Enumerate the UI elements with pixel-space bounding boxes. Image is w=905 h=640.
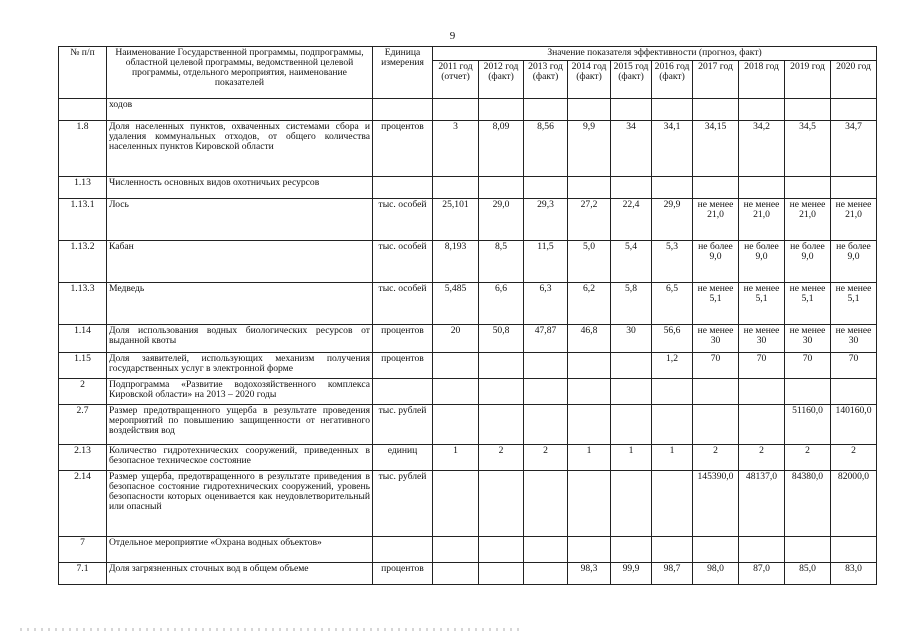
value-cell-3: 6,2 — [568, 283, 611, 325]
value-cell-0 — [433, 471, 479, 537]
indicator-name: Отдельное мероприятие «Охрана водных объектов» — [107, 537, 373, 563]
header-year-4: 2015 год (факт) — [611, 61, 652, 99]
value-cell-3 — [568, 353, 611, 379]
value-cell-6: 34,15 — [693, 121, 739, 177]
indicator-name: Медведь — [107, 283, 373, 325]
value-cell-4: 22,4 — [611, 199, 652, 241]
value-cell-7: не менее 21,0 — [739, 199, 785, 241]
value-cell-8 — [785, 177, 831, 199]
value-cell-8: 51160,0 — [785, 405, 831, 445]
value-cell-6: 70 — [693, 353, 739, 379]
value-cell-0: 20 — [433, 325, 479, 353]
value-cell-4 — [611, 471, 652, 537]
value-cell-0 — [433, 563, 479, 585]
indicator-name: Доля населенных пунктов, охваченных системами сбора и удаления коммунальных отходов, от общего количества населенных пунктов Кировской области — [107, 121, 373, 177]
value-cell-6 — [693, 537, 739, 563]
table-row — [59, 241, 877, 283]
value-cell-5: 1 — [652, 445, 693, 471]
value-cell-4: 5,4 — [611, 241, 652, 283]
value-cell-8 — [785, 537, 831, 563]
row-number: 1.8 — [59, 121, 107, 177]
value-cell-1 — [479, 379, 524, 405]
value-cell-3 — [568, 537, 611, 563]
value-cell-5: 98,7 — [652, 563, 693, 585]
unit-cell: тыс. особей — [373, 241, 433, 283]
value-cell-9: 82000,0 — [831, 471, 877, 537]
indicator-name: Количество гидротехнических сооружений, приведенных в безопасное техническое состояние — [107, 445, 373, 471]
value-cell-3 — [568, 405, 611, 445]
value-cell-8: 70 — [785, 353, 831, 379]
header-year-6: 2017 год — [693, 61, 739, 99]
row-number: 7 — [59, 537, 107, 563]
row-number: 1.14 — [59, 325, 107, 353]
value-cell-2 — [524, 563, 568, 585]
value-cell-2: 6,3 — [524, 283, 568, 325]
value-cell-8: не менее 5,1 — [785, 283, 831, 325]
value-cell-2: 29,3 — [524, 199, 568, 241]
value-cell-6: не более 9,0 — [693, 241, 739, 283]
header-year-7: 2018 год — [739, 61, 785, 99]
indicator-name: ходов — [107, 99, 373, 121]
table-row — [59, 445, 877, 471]
table-row — [59, 325, 877, 353]
value-cell-9: 70 — [831, 353, 877, 379]
row-number: 1.13.1 — [59, 199, 107, 241]
value-cell-5 — [652, 177, 693, 199]
indicator-name: Доля заявителей, использующих механизм получения государственных услуг в электронной форме — [107, 353, 373, 379]
value-cell-1 — [479, 405, 524, 445]
value-cell-9: не менее 5,1 — [831, 283, 877, 325]
unit-cell: процентов — [373, 325, 433, 353]
unit-cell — [373, 177, 433, 199]
row-number: 1.15 — [59, 353, 107, 379]
value-cell-1: 8,09 — [479, 121, 524, 177]
value-cell-9: 34,7 — [831, 121, 877, 177]
table-row — [59, 379, 877, 405]
header-year-8: 2019 год — [785, 61, 831, 99]
value-cell-0: 5,485 — [433, 283, 479, 325]
header-name: Наименование Государственной программы, подпрограммы, областной целевой программы, ведомственной целевой программы, отдельного мероприятия, наименование показателей — [107, 47, 373, 99]
value-cell-1: 50,8 — [479, 325, 524, 353]
value-cell-8: 85,0 — [785, 563, 831, 585]
value-cell-1 — [479, 177, 524, 199]
value-cell-5: 56,6 — [652, 325, 693, 353]
value-cell-5 — [652, 405, 693, 445]
value-cell-0: 3 — [433, 121, 479, 177]
value-cell-1 — [479, 99, 524, 121]
value-cell-5 — [652, 471, 693, 537]
value-cell-7: 2 — [739, 445, 785, 471]
value-cell-6 — [693, 177, 739, 199]
value-cell-7: не более 9,0 — [739, 241, 785, 283]
value-cell-7 — [739, 405, 785, 445]
header-num: № п/п — [59, 47, 107, 99]
indicator-name: Численность основных видов охотничьих ресурсов — [107, 177, 373, 199]
value-cell-8: не менее 21,0 — [785, 199, 831, 241]
value-cell-7: 34,2 — [739, 121, 785, 177]
table-row — [59, 405, 877, 445]
header-year-3: 2014 год (факт) — [568, 61, 611, 99]
table-row — [59, 563, 877, 585]
table-row — [59, 99, 877, 121]
value-cell-4 — [611, 405, 652, 445]
value-cell-2: 2 — [524, 445, 568, 471]
indicator-name: Подпрограмма «Развитие водохозяйственного комплекса Кировской области» на 2013 – 2020 годы — [107, 379, 373, 405]
value-cell-3 — [568, 379, 611, 405]
value-cell-9: 140160,0 — [831, 405, 877, 445]
value-cell-7 — [739, 99, 785, 121]
value-cell-5: 34,1 — [652, 121, 693, 177]
value-cell-3 — [568, 471, 611, 537]
page-number: 9 — [449, 30, 456, 42]
value-cell-7: 87,0 — [739, 563, 785, 585]
value-cell-6: не менее 5,1 — [693, 283, 739, 325]
row-number: 2 — [59, 379, 107, 405]
value-cell-2 — [524, 353, 568, 379]
row-number: 7.1 — [59, 563, 107, 585]
unit-cell: процентов — [373, 563, 433, 585]
value-cell-8: 84380,0 — [785, 471, 831, 537]
value-cell-7: 70 — [739, 353, 785, 379]
value-cell-0 — [433, 405, 479, 445]
value-cell-2 — [524, 99, 568, 121]
value-cell-7: 48137,0 — [739, 471, 785, 537]
value-cell-6 — [693, 99, 739, 121]
value-cell-0 — [433, 537, 479, 563]
value-cell-6: 2 — [693, 445, 739, 471]
value-cell-5: 6,5 — [652, 283, 693, 325]
row-number: 2.7 — [59, 405, 107, 445]
header-year-5: 2016 год (факт) — [652, 61, 693, 99]
value-cell-9 — [831, 99, 877, 121]
value-cell-9: не менее 21,0 — [831, 199, 877, 241]
value-cell-9 — [831, 177, 877, 199]
header-value: Значение показателя эффективности (прогноз, факт) — [433, 47, 877, 61]
value-cell-1 — [479, 537, 524, 563]
value-cell-4: 5,8 — [611, 283, 652, 325]
row-number — [59, 99, 107, 121]
indicator-name: Размер предотвращенного ущерба в результате проведения мероприятий по повышению защищенности от негативного воздействия вод — [107, 405, 373, 445]
row-number: 2.14 — [59, 471, 107, 537]
value-cell-5 — [652, 379, 693, 405]
value-cell-6 — [693, 405, 739, 445]
scan-artifact — [20, 628, 520, 631]
value-cell-8 — [785, 99, 831, 121]
value-cell-4 — [611, 537, 652, 563]
value-cell-0 — [433, 177, 479, 199]
table-body — [59, 99, 877, 585]
value-cell-4: 1 — [611, 445, 652, 471]
value-cell-3: 27,2 — [568, 199, 611, 241]
unit-cell: тыс. рублей — [373, 405, 433, 445]
table-row — [59, 471, 877, 537]
value-cell-1: 29,0 — [479, 199, 524, 241]
table-row — [59, 199, 877, 241]
row-number: 1.13.2 — [59, 241, 107, 283]
value-cell-6: 98,0 — [693, 563, 739, 585]
value-cell-2 — [524, 471, 568, 537]
value-cell-2 — [524, 405, 568, 445]
unit-cell — [373, 99, 433, 121]
value-cell-4: 34 — [611, 121, 652, 177]
value-cell-5: 5,3 — [652, 241, 693, 283]
indicator-name: Доля загрязненных сточных вод в общем объеме — [107, 563, 373, 585]
unit-cell: тыс. особей — [373, 199, 433, 241]
value-cell-4: 30 — [611, 325, 652, 353]
value-cell-2: 11,5 — [524, 241, 568, 283]
table-row — [59, 537, 877, 563]
value-cell-3: 9,9 — [568, 121, 611, 177]
value-cell-1 — [479, 563, 524, 585]
value-cell-3 — [568, 99, 611, 121]
header-unit: Единица измерения — [373, 47, 433, 99]
value-cell-5: 29,9 — [652, 199, 693, 241]
value-cell-9: 2 — [831, 445, 877, 471]
value-cell-1: 8,5 — [479, 241, 524, 283]
value-cell-4 — [611, 353, 652, 379]
value-cell-1 — [479, 471, 524, 537]
value-cell-7: не менее 5,1 — [739, 283, 785, 325]
table-row — [59, 283, 877, 325]
indicator-name: Доля использования водных биологических ресурсов от выданной квоты — [107, 325, 373, 353]
value-cell-6: не менее 30 — [693, 325, 739, 353]
unit-cell — [373, 537, 433, 563]
header-year-0: 2011 год (отчет) — [433, 61, 479, 99]
value-cell-9: не более 9,0 — [831, 241, 877, 283]
value-cell-9: 83,0 — [831, 563, 877, 585]
header-year-2: 2013 год (факт) — [524, 61, 568, 99]
value-cell-2: 8,56 — [524, 121, 568, 177]
value-cell-2 — [524, 177, 568, 199]
header-year-1: 2012 год (факт) — [479, 61, 524, 99]
value-cell-6: не менее 21,0 — [693, 199, 739, 241]
value-cell-8: не менее 30 — [785, 325, 831, 353]
value-cell-2 — [524, 379, 568, 405]
value-cell-0 — [433, 379, 479, 405]
value-cell-9 — [831, 379, 877, 405]
value-cell-1: 6,6 — [479, 283, 524, 325]
value-cell-3: 5,0 — [568, 241, 611, 283]
value-cell-8: не более 9,0 — [785, 241, 831, 283]
value-cell-0 — [433, 99, 479, 121]
row-number: 1.13.3 — [59, 283, 107, 325]
value-cell-5: 1,2 — [652, 353, 693, 379]
value-cell-8 — [785, 379, 831, 405]
row-number: 2.13 — [59, 445, 107, 471]
value-cell-3: 46,8 — [568, 325, 611, 353]
value-cell-1: 2 — [479, 445, 524, 471]
value-cell-9: не менее 30 — [831, 325, 877, 353]
value-cell-0 — [433, 353, 479, 379]
value-cell-8: 34,5 — [785, 121, 831, 177]
value-cell-5 — [652, 537, 693, 563]
value-cell-0: 8,193 — [433, 241, 479, 283]
unit-cell: процентов — [373, 353, 433, 379]
value-cell-5 — [652, 99, 693, 121]
table-row — [59, 177, 877, 199]
indicator-name: Кабан — [107, 241, 373, 283]
row-number: 1.13 — [59, 177, 107, 199]
unit-cell: тыс. рублей — [373, 471, 433, 537]
value-cell-7 — [739, 177, 785, 199]
value-cell-4 — [611, 99, 652, 121]
table-row — [59, 353, 877, 379]
value-cell-6 — [693, 379, 739, 405]
value-cell-4: 99,9 — [611, 563, 652, 585]
value-cell-4 — [611, 379, 652, 405]
unit-cell: единиц — [373, 445, 433, 471]
unit-cell: процентов — [373, 121, 433, 177]
value-cell-3: 1 — [568, 445, 611, 471]
indicators-table — [58, 46, 877, 585]
value-cell-0: 1 — [433, 445, 479, 471]
value-cell-7: не менее 30 — [739, 325, 785, 353]
table-row — [59, 121, 877, 177]
value-cell-8: 2 — [785, 445, 831, 471]
value-cell-7 — [739, 537, 785, 563]
value-cell-1 — [479, 353, 524, 379]
value-cell-4 — [611, 177, 652, 199]
value-cell-0: 25,101 — [433, 199, 479, 241]
unit-cell: тыс. особей — [373, 283, 433, 325]
header-year-9: 2020 год — [831, 61, 877, 99]
value-cell-3 — [568, 177, 611, 199]
value-cell-2 — [524, 537, 568, 563]
value-cell-7 — [739, 379, 785, 405]
value-cell-9 — [831, 537, 877, 563]
table-header — [59, 47, 877, 99]
indicator-name: Лось — [107, 199, 373, 241]
value-cell-3: 98,3 — [568, 563, 611, 585]
value-cell-6: 145390,0 — [693, 471, 739, 537]
value-cell-2: 47,87 — [524, 325, 568, 353]
indicator-name: Размер ущерба, предотвращенного в результате приведения в безопасное состояние гидротехнических сооружений, уровень безопасности которых оценивается как неудовлетворительный или опасный — [107, 471, 373, 537]
unit-cell — [373, 379, 433, 405]
